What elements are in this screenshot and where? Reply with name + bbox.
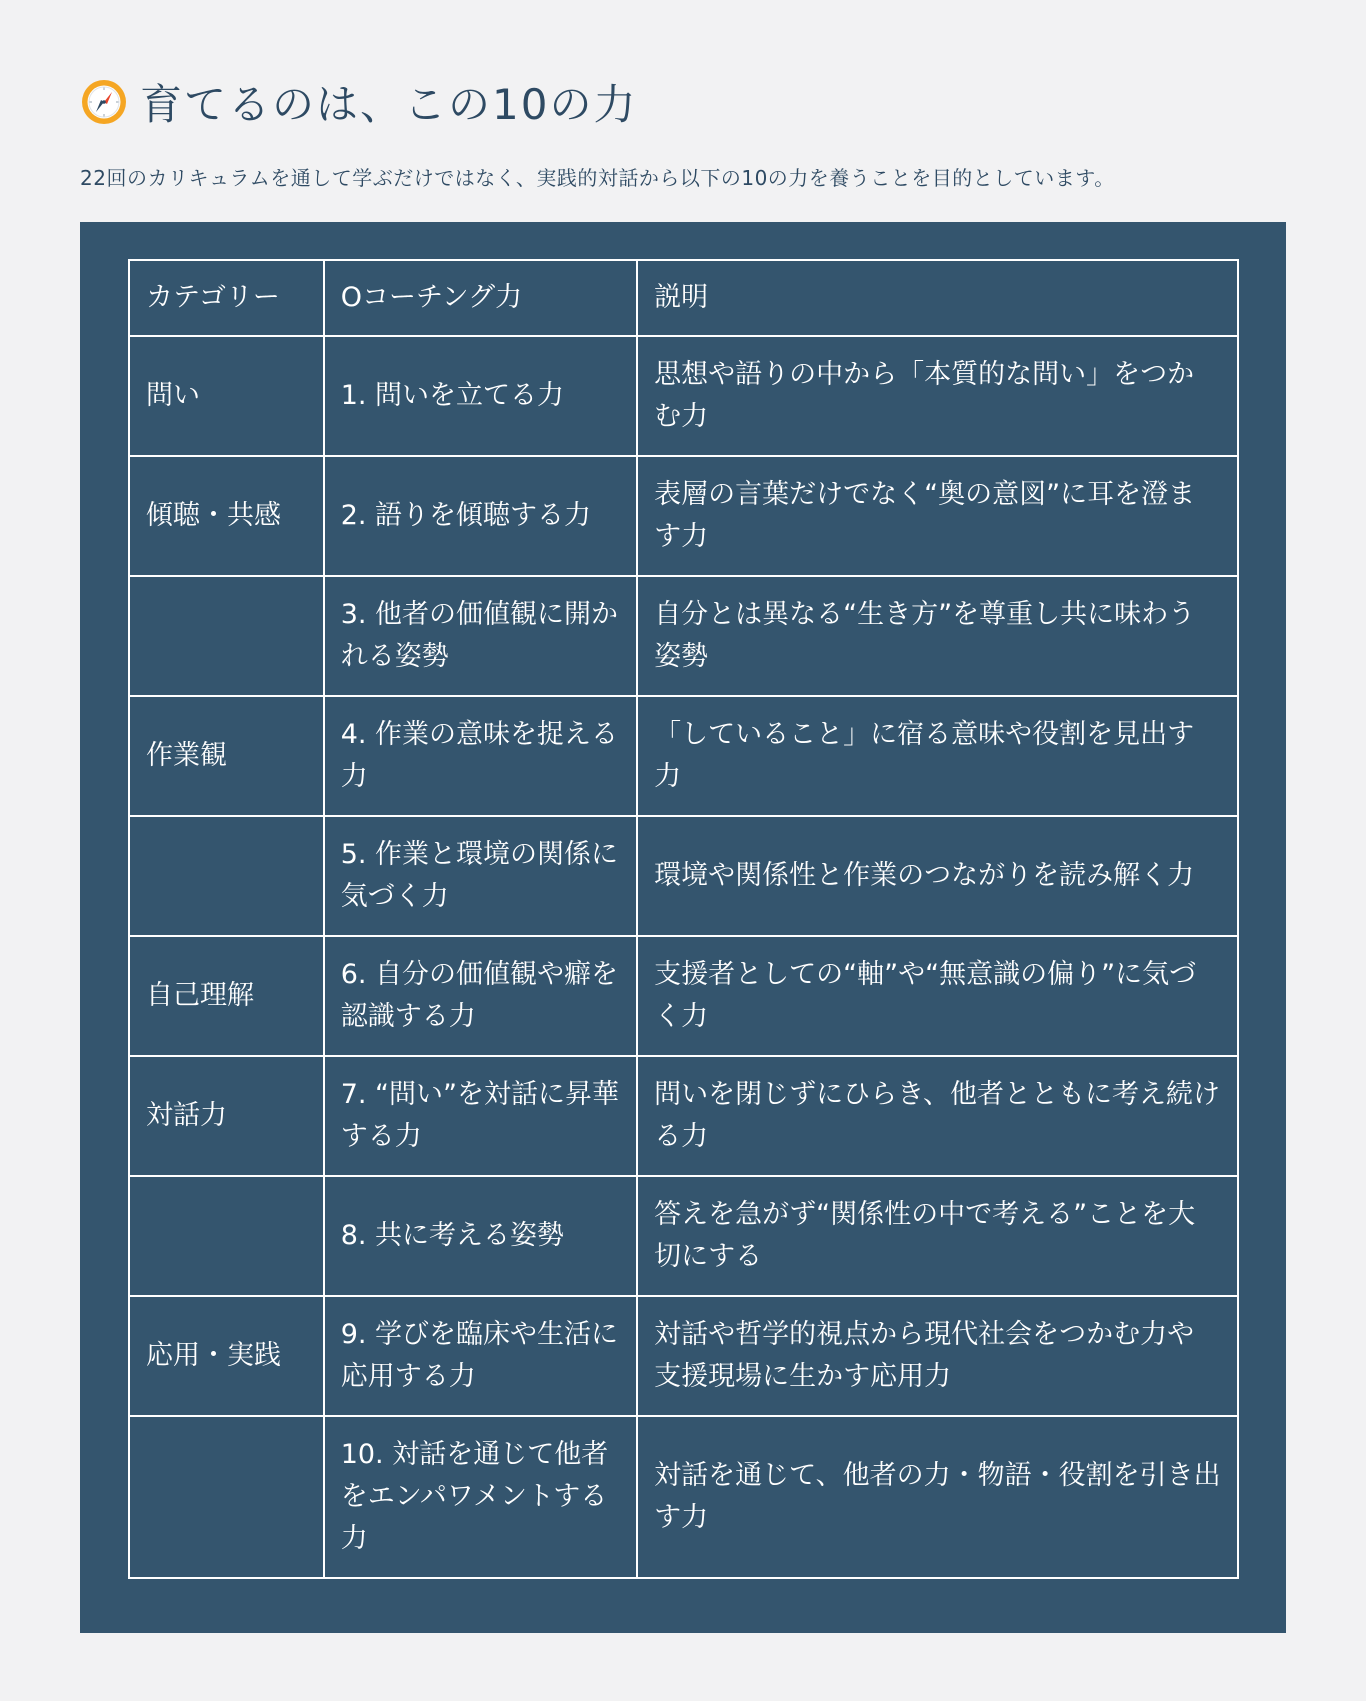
ability-cell: 3. 他者の価値観に開かれる姿勢: [324, 576, 637, 696]
category-cell: [129, 816, 324, 936]
category-cell: 傾聴・共感: [129, 456, 324, 576]
ability-cell: 1. 問いを立てる力: [324, 336, 637, 456]
column-header-category: カテゴリー: [129, 260, 324, 336]
table-row: [129, 1176, 1238, 1296]
ability-cell: 9. 学びを臨床や生活に応用する力: [324, 1296, 637, 1416]
description-cell: 自分とは異なる“生き方”を尊重し共に味わう姿勢: [637, 576, 1238, 696]
category-cell: [129, 1176, 324, 1296]
table-row: [129, 1296, 1238, 1416]
page-header: [80, 72, 1286, 191]
table-row: [129, 936, 1238, 1056]
description-cell: 環境や関係性と作業のつながりを読み解く力: [637, 816, 1238, 936]
ability-cell: 7. “問い”を対話に昇華する力: [324, 1056, 637, 1176]
ability-cell: 8. 共に考える姿勢: [324, 1176, 637, 1296]
category-cell: [129, 1416, 324, 1578]
description-cell: 対話を通じて、他者の力・物語・役割を引き出す力: [637, 1416, 1238, 1578]
abilities-table: [128, 259, 1239, 1579]
description-cell: 思想や語りの中から「本質的な問い」をつかむ力: [637, 336, 1238, 456]
description-cell: 表層の言葉だけでなく“奥の意図”に耳を澄ます力: [637, 456, 1238, 576]
table-row: [129, 1056, 1238, 1176]
ability-cell: 10. 対話を通じて他者をエンパワメントする力: [324, 1416, 637, 1578]
table-row: [129, 336, 1238, 456]
table-header-row: [129, 260, 1238, 336]
category-cell: 作業観: [129, 696, 324, 816]
abilities-panel: [80, 222, 1286, 1633]
category-cell: 自己理解: [129, 936, 324, 1056]
ability-cell: 6. 自分の価値観や癖を認識する力: [324, 936, 637, 1056]
description-cell: 支援者としての“軸”や“無意識の偏り”に気づく力: [637, 936, 1238, 1056]
table-row: [129, 456, 1238, 576]
category-cell: [129, 576, 324, 696]
description-cell: 答えを急がず“関係性の中で考える”ことを大切にする: [637, 1176, 1238, 1296]
title-row: [80, 72, 1286, 132]
category-cell: 応用・実践: [129, 1296, 324, 1416]
ability-cell: 2. 語りを傾聴する力: [324, 456, 637, 576]
description-cell: 「していること」に宿る意味や役割を見出す力: [637, 696, 1238, 816]
column-header-description: 説明: [637, 260, 1238, 336]
table-row: [129, 1416, 1238, 1578]
category-cell: 問い: [129, 336, 324, 456]
category-cell: 対話力: [129, 1056, 324, 1176]
description-cell: 問いを閉じずにひらき、他者とともに考え続ける力: [637, 1056, 1238, 1176]
table-row: [129, 576, 1238, 696]
description-cell: 対話や哲学的視点から現代社会をつかむ力や支援現場に生かす応用力: [637, 1296, 1238, 1416]
ability-cell: 4. 作業の意味を捉える力: [324, 696, 637, 816]
compass-icon: [80, 78, 128, 126]
table-row: [129, 696, 1238, 816]
page-title: 育てるのは、この10の力: [140, 80, 638, 129]
column-header-ability: Oコーチング力: [324, 260, 637, 336]
table-row: [129, 816, 1238, 936]
ability-cell: 5. 作業と環境の関係に気づく力: [324, 816, 637, 936]
page-subtitle: 22回のカリキュラムを通して学ぶだけではなく、実践的対話から以下の10の力を養うことを目的としています。: [80, 166, 1115, 190]
